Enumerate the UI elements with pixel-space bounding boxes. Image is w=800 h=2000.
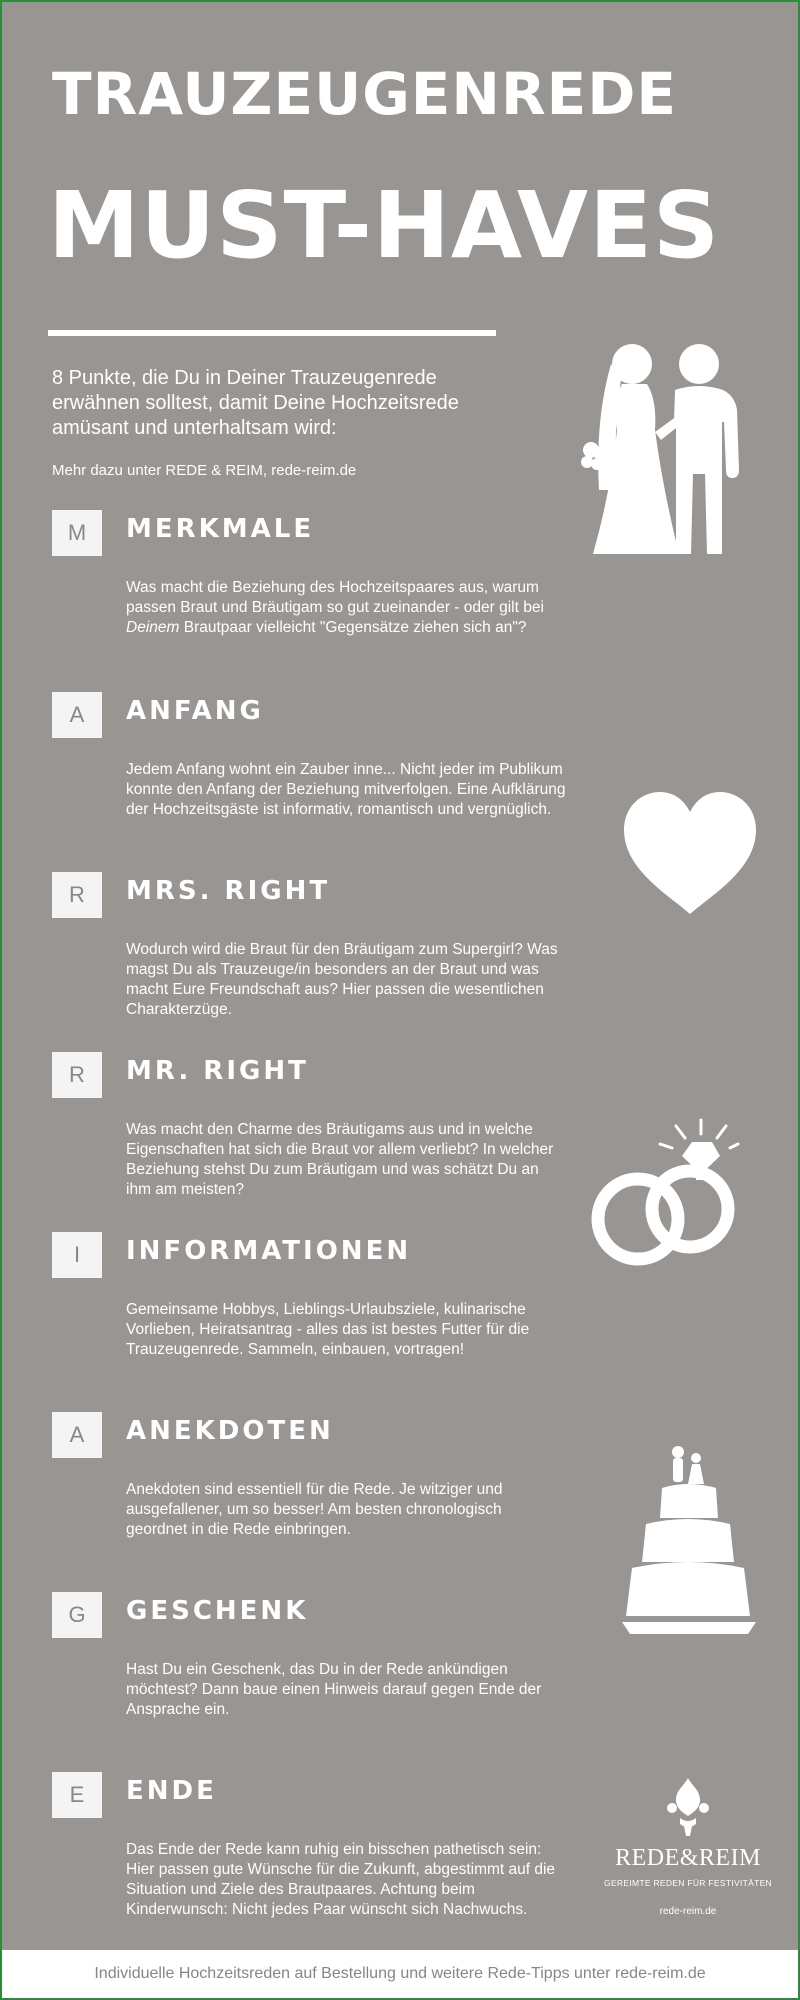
section-heading: MR. RIGHT <box>126 1056 309 1086</box>
section-heading: ANEKDOTEN <box>126 1416 334 1446</box>
section-heading: ANFANG <box>126 696 264 726</box>
wedding-rings-icon <box>588 1114 740 1274</box>
emphasis-text: Deinem <box>126 619 180 636</box>
section-body: Anekdoten sind essentiell für die Rede. Je witziger und ausgefallener, um so besser! Am besten chronologisch geordnet in die Rede einbringen. <box>126 1481 503 1538</box>
section-heading: GESCHENK <box>126 1596 309 1626</box>
section-heading: MRS. RIGHT <box>126 876 331 906</box>
title-divider <box>48 330 496 336</box>
section-body: Jedem Anfang wohnt ein Zauber inne... Nicht jeder im Publikum konnte den Anfang der Beziehung mitverfolgen. Eine Aufklärung der Hochzeitsgäste ist informativ, romantisch und vergnüglich. <box>126 761 566 818</box>
section-heading: ENDE <box>126 1776 217 1806</box>
logo-url[interactable]: rede-reim.de <box>659 1906 717 1917</box>
wedding-cake-icon <box>622 1444 756 1640</box>
bride-groom-icon <box>577 340 742 562</box>
section-heading: MERKMALE <box>126 514 315 544</box>
logo-name: REDE&REIM <box>615 1845 761 1871</box>
ornament-icon <box>666 1778 710 1836</box>
logo-tagline: GEREIMTE REDEN FÜR FESTIVITÄTEN <box>604 1878 772 1888</box>
letter-badge: M <box>52 510 102 556</box>
letter-badge: A <box>52 692 102 738</box>
more-info-link[interactable]: Mehr dazu unter REDE & REIM, rede-reim.de <box>52 462 357 479</box>
letter-badge: R <box>52 1052 102 1098</box>
logo <box>598 1778 778 1917</box>
section-body: Hast Du ein Geschenk, das Du in der Rede ankündigen möchtest? Dann baue einen Hinweis darauf gegen Ende der Ansprache ein. <box>126 1661 542 1718</box>
section-body: Wodurch wird die Braut für den Bräutigam zum Supergirl? Was magst Du als Trauzeuge/in besonders an der Braut und was macht Eure Freundschaft aus? Hier passen die wesentlichen Charakterzüge. <box>126 941 558 1018</box>
section-body: Gemeinsame Hobbys, Lieblings-Urlaubsziele, kulinarische Vorlieben, Heiratsantrag - alles das ist bestes Futter für die Trauzeugenrede. Sammeln, einbauen, vortragen! <box>126 1301 530 1358</box>
title-line-2: MUST-HAVES <box>48 172 721 279</box>
letter-badge: E <box>52 1772 102 1818</box>
section-body: Das Ende der Rede kann ruhig ein bisschen pathetisch sein: Hier passen gute Wünsche für die Zukunft, abgestimmt auf die Situation und Ziele des Brautpaares. Achtung beim Kinderwunsch: Nicht jedes Paar wünscht sich Nachwuchs. <box>126 1841 556 1918</box>
footer-text[interactable]: Individuelle Hochzeitsreden auf Bestellung und weitere Rede-Tipps unter rede-reim.de <box>94 1965 706 1982</box>
section-heading: INFORMATIONEN <box>126 1236 412 1266</box>
section-body: Was macht den Charme des Bräutigams aus und in welche Eigenschaften hat sich die Braut vor allem verliebt? In welcher Beziehung stehst Du zum Bräutigam und was schätzt Du an ihm am meisten? <box>126 1121 554 1198</box>
intro-text: 8 Punkte, die Du in Deiner Trauzeugenrede erwähnen solltest, damit Deine Hochzeitsrede amüsant und unterhaltsam wird: <box>52 367 459 439</box>
section-body: Was macht die Beziehung des Hochzeitspaares aus, warum passen Braut und Bräutigam so gut zueinander - oder gilt bei Deinem Brautpaar vielleicht "Gegensätze ziehen sich an"? <box>126 579 544 636</box>
heart-icon <box>620 788 760 916</box>
title-line-1: TRAUZEUGENREDE <box>52 60 678 128</box>
footer-bar <box>2 1950 798 1998</box>
letter-badge: G <box>52 1592 102 1638</box>
letter-badge: R <box>52 872 102 918</box>
letter-badge: A <box>52 1412 102 1458</box>
letter-badge: I <box>52 1232 102 1278</box>
